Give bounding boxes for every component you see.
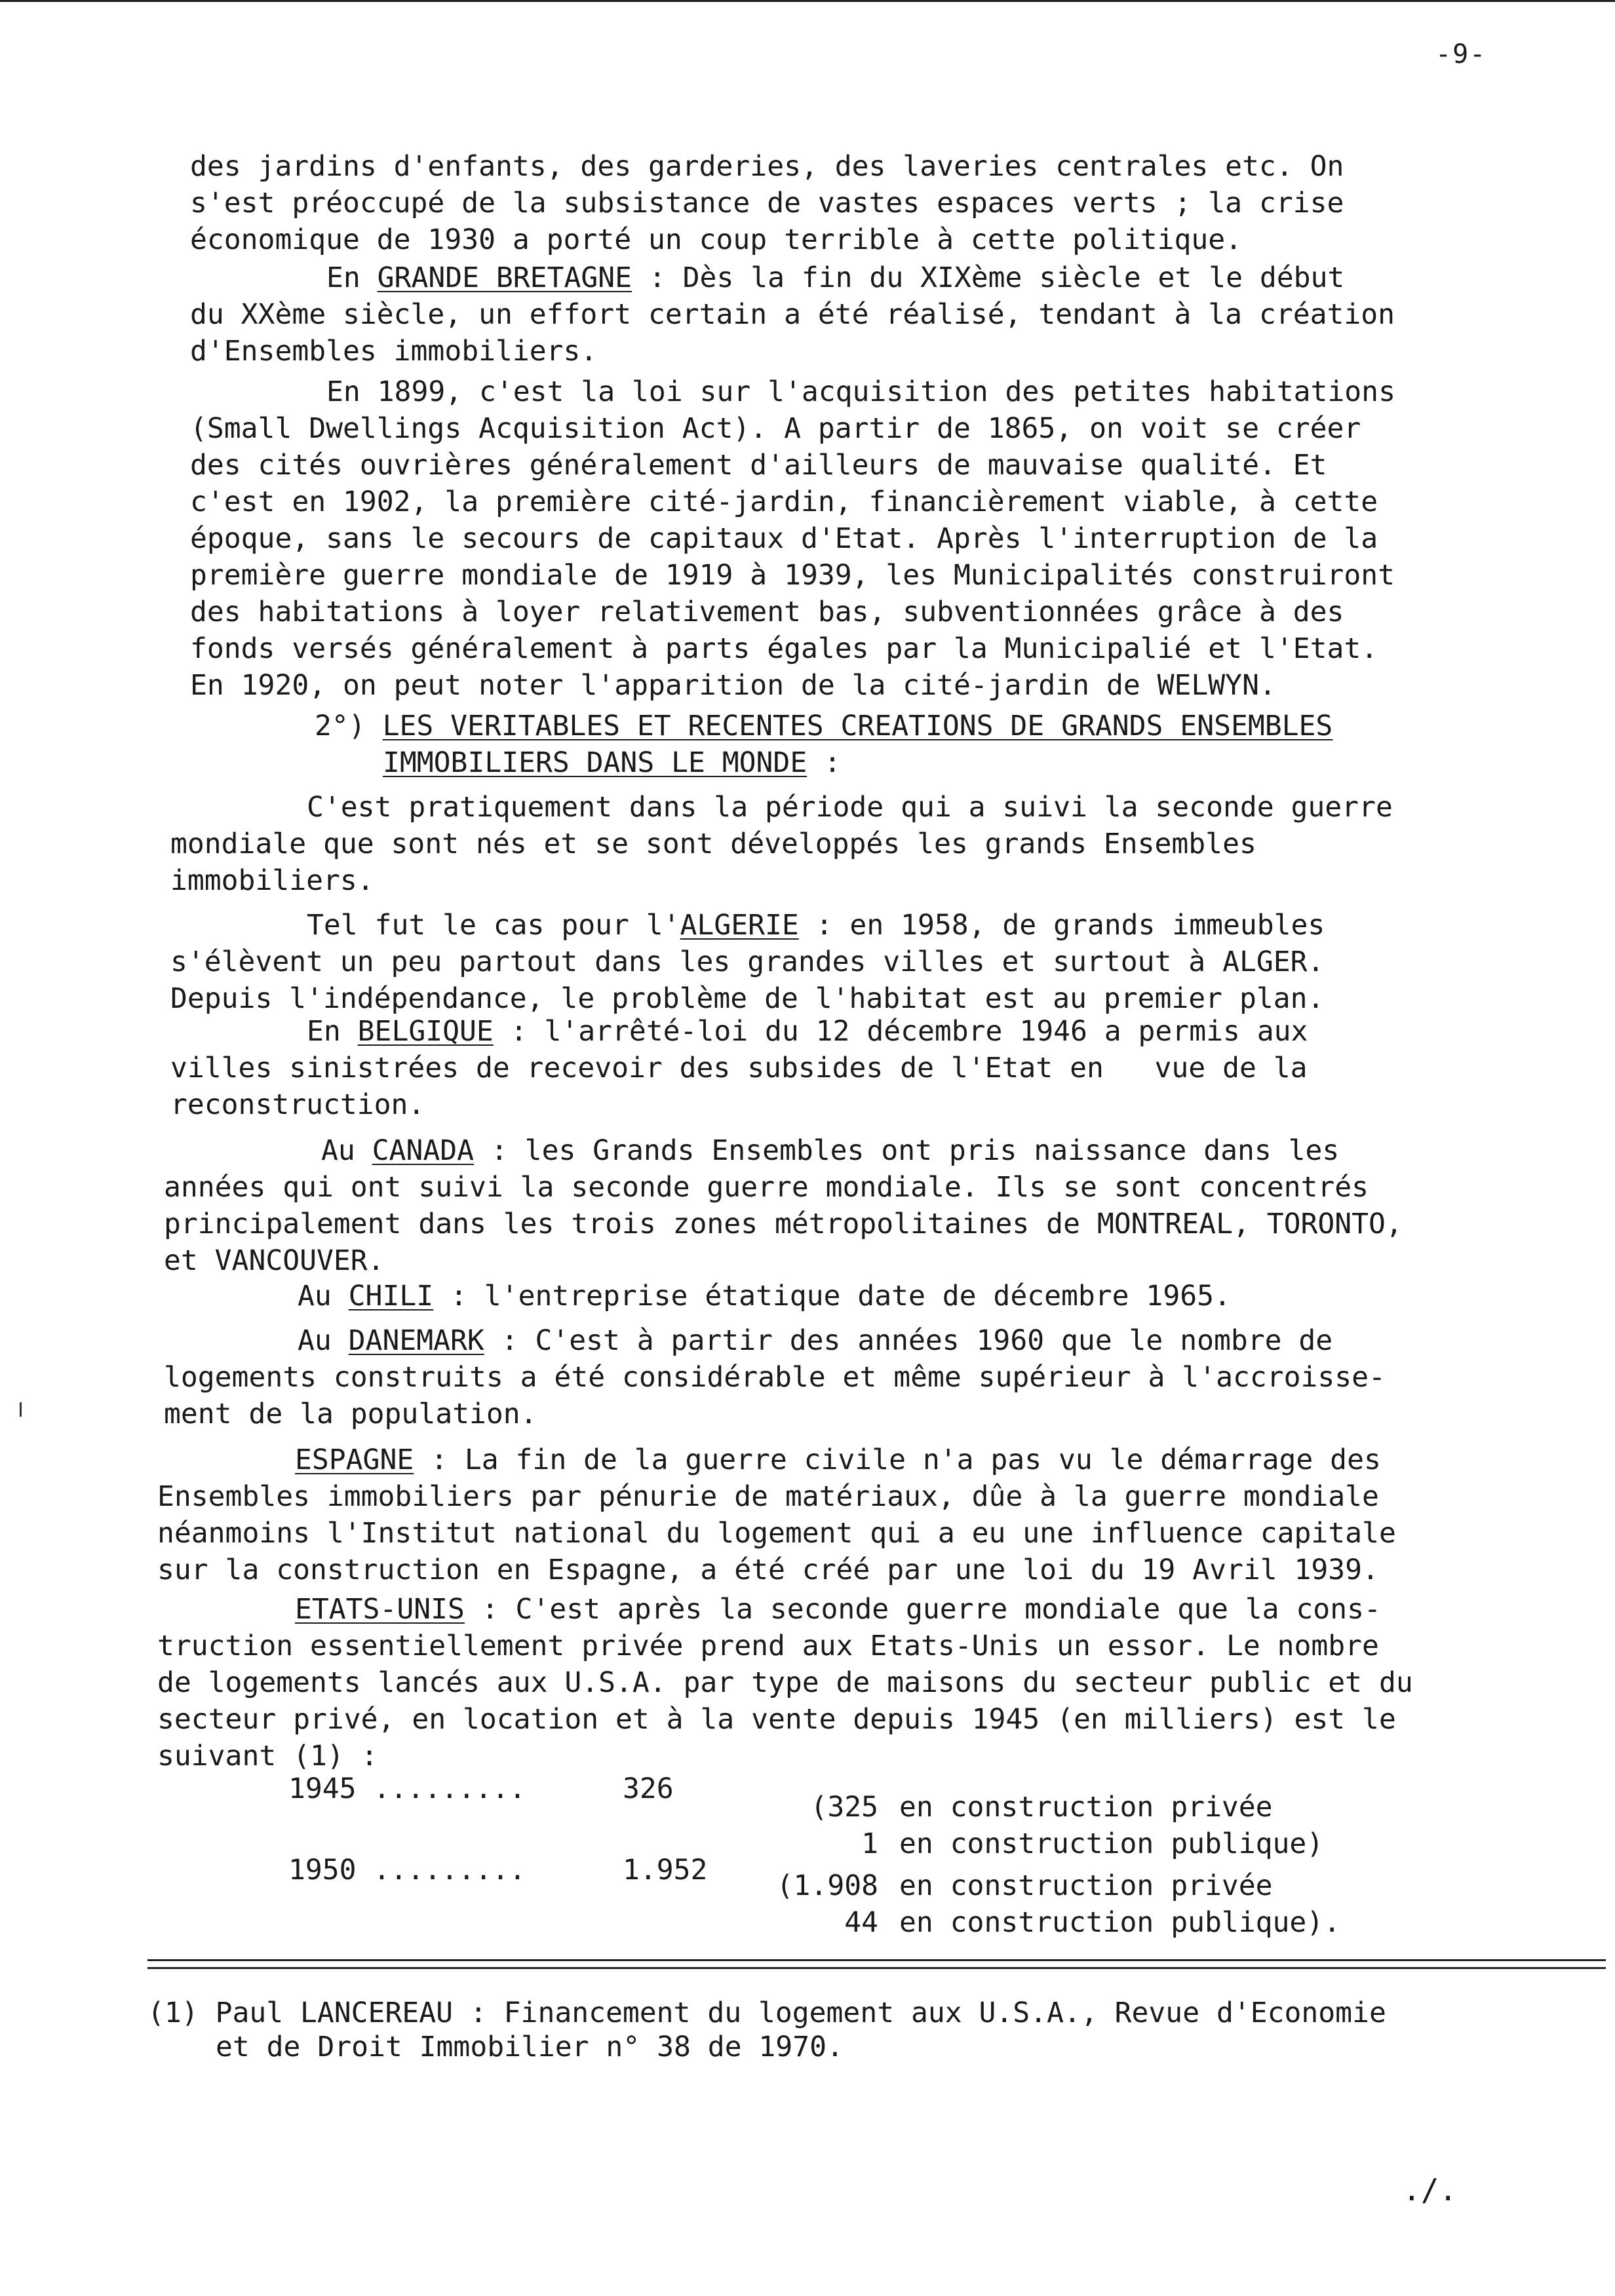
text-line: de logements lancés aux U.S.A. par type de maisons du secteur public et du [157,1666,1413,1699]
text-line: reconstruction. [170,1088,425,1121]
footnote-line: Paul LANCEREAU : Financement du logement aux U.S.A., Revue d'Economie [215,1997,1386,2029]
footnote-separator-1 [147,1959,1606,1961]
text-lead: En [307,1015,358,1048]
text-line: truction essentiellement privée prend aux Etats-Unis un essor. Le nombre [157,1630,1379,1662]
page-number: -9- [1435,39,1487,69]
cell-value: 1 [861,1827,878,1860]
text-line: : l'entreprise étatique date de décembre 1965. [433,1280,1231,1312]
cell-value: en construction publique). [899,1906,1341,1939]
table-row-1945-year: 1945 ......... [288,1772,526,1805]
text-line: En 1920, on peut noter l'apparition de la cité-jardin de WELWYN. [190,669,1276,702]
country-espagne: ESPAGNE [295,1444,414,1476]
text-line: s'est préoccupé de la subsistance de vastes espaces verts ; la crise [190,187,1344,220]
footnote [147,1996,1386,2064]
text-line: ment de la population. [164,1398,537,1430]
paragraph-chili [164,1278,1231,1314]
table-row-1950-numbers [741,1867,878,1941]
text-line: mondiale que sont nés et se sont développés les grands Ensembles [170,828,1256,860]
text-lead: Au [298,1280,349,1312]
text-lead: Au [321,1134,372,1167]
text-line: s'élèvent un peu partout dans les grandes villes et surtout à ALGER. [170,946,1325,978]
footnote-marker: (1) [147,1997,216,2029]
paragraph-1 [190,148,1344,258]
country-etats-unis: ETATS-UNIS [295,1593,465,1626]
paragraph-espagne [157,1442,1396,1588]
continuation-mark: ./. [1403,2172,1458,2208]
text-lead: Au [298,1324,349,1357]
paragraph-danemark [164,1322,1386,1432]
text-line: : C'est après la seconde guerre mondiale que la cons- [464,1593,1381,1626]
heading-line-1: LES VERITABLES ET RECENTES CREATIONS DE GRANDS ENSEMBLES [382,710,1333,742]
text-line: des jardins d'enfants, des garderies, des laveries centrales etc. On [190,150,1344,183]
text-line: suivant (1) : [157,1740,378,1772]
footnote-separator-2 [147,1967,1606,1969]
text-lead: En [326,261,378,294]
paragraph-grande-bretagne [190,259,1395,370]
text-line: logements construits a été considérable et même supérieur à l'accroisse- [164,1361,1386,1394]
text-line: années qui ont suivi la seconde guerre mondiale. Ils se sont concentrés [164,1171,1369,1204]
table-row-1945-total: 326 [623,1772,674,1805]
country-canada: CANADA [372,1134,475,1167]
text-line: : La fin de la guerre civile n'a pas vu le démarrage des [414,1444,1381,1476]
text-line: En 1899, c'est la loi sur l'acquisition des petites habitations [326,375,1395,408]
paragraph-etats-unis [157,1591,1413,1774]
text-line: fonds versés généralement à parts égales par la Municipalié et l'Etat. [190,632,1378,665]
paragraph-canada [164,1132,1403,1279]
cell-value: (325 [810,1791,878,1824]
text-line: Ensembles immobiliers par pénurie de matériaux, dûe à la guerre mondiale [157,1480,1379,1513]
heading-number: 2°) [315,710,383,742]
text-line: des habitations à loyer relativement bas, subventionnées grâce à des [190,596,1344,628]
country-belgique: BELGIQUE [357,1015,494,1048]
cell-value: en construction publique) [899,1827,1324,1860]
heading-line-2-rest: : [807,746,841,779]
section-heading [315,708,1333,781]
table-row-1950-labels [899,1867,1340,1941]
footnote-line: et de Droit Immobilier n° 38 de 1970. [216,2031,844,2063]
text-line: c'est en 1902, la première cité-jardin, financièrement viable, à cette [190,486,1378,518]
text-line: : Dès la fin du XIXème siècle et le début [632,261,1345,294]
text-line: secteur privé, en location et à la vente depuis 1945 (en milliers) est le [157,1703,1396,1736]
country-algerie: ALGERIE [680,909,799,942]
text-line: : en 1958, de grands immeubles [798,909,1325,942]
text-line: principalement dans les trois zones métropolitaines de MONTREAL, TORONTO, [164,1208,1403,1240]
top-border-line [0,0,1615,2]
text-line: première guerre mondiale de 1919 à 1939, les Municipalités construiront [190,559,1395,592]
country-grande-bretagne: GRANDE BRETAGNE [377,261,632,294]
paragraph-belgique [170,1013,1308,1123]
text-line: Depuis l'indépendance, le problème de l'habitat est au premier plan. [170,982,1325,1015]
cell-value: (1.908 [776,1869,878,1902]
paragraph-algerie [170,907,1325,1017]
text-line: du XXème siècle, un effort certain a été réalisé, tendant à la création [190,298,1395,331]
table-row-1945-numbers [760,1789,878,1862]
text-line: : C'est à partir des années 1960 que le nombre de [484,1324,1333,1357]
text-line: (Small Dwellings Acquisition Act). A partir de 1865, on voit se créer [190,412,1361,445]
text-line: sur la construction en Espagne, a été créé par une loi du 19 Avril 1939. [157,1554,1379,1586]
margin-mark [20,1402,22,1417]
text-line: et VANCOUVER. [164,1244,385,1277]
text-line: économique de 1930 a porté un coup terrible à cette politique. [190,223,1243,256]
table-row-1945-labels [899,1789,1323,1862]
text-line: néanmoins l'Institut national du logement qui a eu une influence capitale [157,1517,1396,1550]
text-line: villes sinistrées de recevoir des subsides de l'Etat en vue de la [170,1052,1308,1084]
text-lead: Tel fut le cas pour l' [307,909,680,942]
text-line: immobiliers. [170,864,374,897]
text-line: des cités ouvrières généralement d'ailleurs de mauvaise qualité. Et [190,449,1327,482]
table-row-1950-year: 1950 ......... [288,1854,526,1886]
text-line: d'Ensembles immobiliers. [190,335,598,368]
cell-value: en construction privée [899,1791,1273,1824]
country-danemark: DANEMARK [348,1324,484,1357]
cell-value: 44 [844,1906,878,1939]
text-line: : les Grands Ensembles ont pris naissance dans les [474,1134,1340,1167]
text-line: : l'arrêté-loi du 12 décembre 1946 a permis aux [493,1015,1308,1048]
heading-line-2: IMMOBILIERS DANS LE MONDE [383,746,808,779]
table-row-1950-total: 1.952 [623,1854,708,1886]
text-line: C'est pratiquement dans la période qui a suivi la seconde guerre [307,791,1393,824]
paragraph-pratiquement [170,789,1393,899]
cell-value: en construction privée [899,1869,1273,1902]
text-line: époque, sans le secours de capitaux d'Etat. Après l'interruption de la [190,522,1378,555]
paragraph-1899 [190,373,1395,704]
country-chili: CHILI [348,1280,434,1312]
